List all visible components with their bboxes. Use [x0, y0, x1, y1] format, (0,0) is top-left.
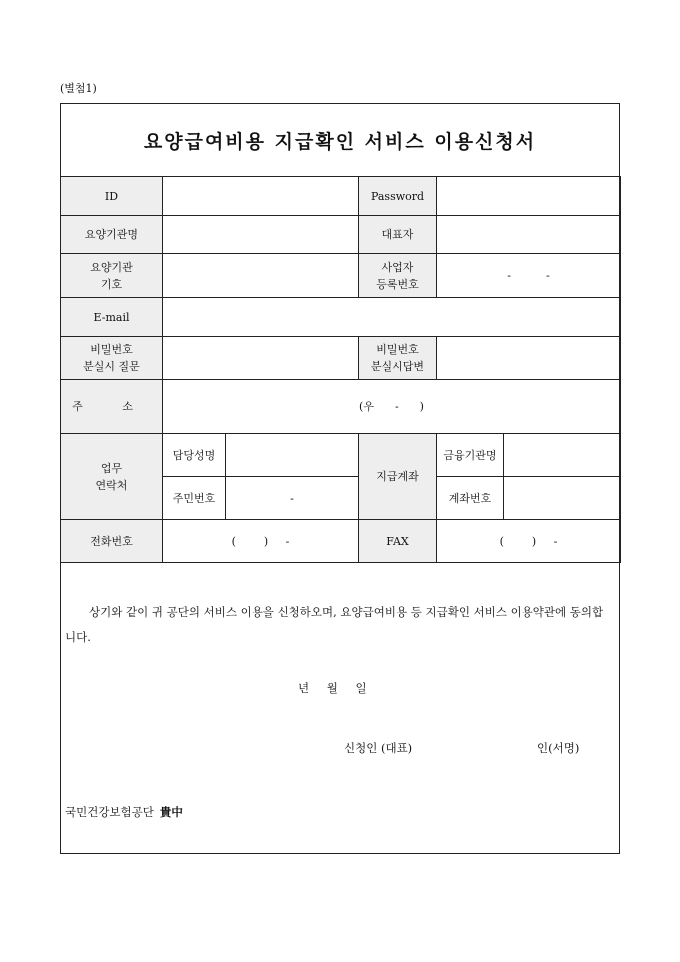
label-fax: FAX: [359, 520, 437, 563]
label-institution-name: 요양기관명: [61, 216, 163, 254]
password-field[interactable]: [437, 177, 621, 216]
label-address-text: 주 소: [72, 400, 151, 413]
label-business-number-line1: 사업자: [381, 260, 414, 274]
id-field[interactable]: [163, 177, 359, 216]
label-id: ID: [61, 177, 163, 216]
application-form: [60, 103, 620, 854]
addressee-suffix: 貴中: [159, 805, 183, 819]
label-contact-line1: 업무: [100, 461, 123, 475]
fax-field[interactable]: ( ) -: [437, 520, 621, 563]
resident-number-field[interactable]: -: [226, 477, 359, 520]
label-payment-account: 지급계좌: [359, 434, 437, 520]
manager-name-field[interactable]: [226, 434, 359, 477]
institution-code-field[interactable]: [163, 254, 359, 298]
label-pw-answer: [359, 337, 437, 380]
seal-signature-label: 인(서명): [537, 741, 580, 755]
label-email: E-mail: [61, 298, 163, 337]
account-number-field[interactable]: [504, 477, 621, 520]
label-pw-question-line1: 비밀번호: [90, 343, 133, 356]
label-institution-code-line2: 기호: [100, 277, 123, 291]
label-manager-name: 담당성명: [163, 434, 226, 477]
label-address: [61, 380, 163, 434]
date-line: 년 월 일: [298, 681, 367, 695]
attachment-label: (별첨1): [60, 82, 97, 95]
agreement-text: 상기와 같이 귀 공단의 서비스 이용을 신청하오며, 요양급여비용 등 지급확인 서비스 이용약관에 동의합니다.: [65, 605, 604, 644]
label-bank-name: 금융기관명: [437, 434, 504, 477]
label-password: Password: [359, 177, 437, 216]
email-field[interactable]: [163, 298, 621, 337]
label-resident-number: 주민번호: [163, 477, 226, 520]
label-contact: [61, 434, 163, 520]
form-table: [60, 176, 621, 563]
address-field[interactable]: (우 - ): [163, 380, 621, 434]
phone-field[interactable]: ( ) -: [163, 520, 359, 563]
bank-name-field[interactable]: [504, 434, 621, 477]
business-number-field[interactable]: - -: [437, 254, 621, 298]
addressee-name: 국민건강보험공단: [65, 805, 154, 819]
applicant-label: 신청인 (대표): [344, 741, 413, 755]
label-representative: 대표자: [359, 216, 437, 254]
institution-name-field[interactable]: [163, 216, 359, 254]
label-pw-question: [61, 337, 163, 380]
representative-field[interactable]: [437, 216, 621, 254]
pw-answer-field[interactable]: [437, 337, 621, 380]
label-institution-code-line1: 요양기관: [90, 260, 133, 274]
label-contact-line2: 연락처: [95, 478, 128, 492]
form-title: 요양급여비용 지급확인 서비스 이용신청서: [143, 131, 537, 153]
label-pw-answer-line2: 분실시답변: [370, 360, 425, 373]
label-pw-question-line2: 분실시 질문: [83, 360, 140, 373]
label-institution-code: [61, 254, 163, 298]
label-pw-answer-line1: 비밀번호: [376, 343, 419, 356]
label-business-number-line2: 등록번호: [376, 277, 419, 291]
label-account-number: 계좌번호: [437, 477, 504, 520]
label-phone: 전화번호: [61, 520, 163, 563]
addressee: [65, 804, 183, 820]
pw-question-field[interactable]: [163, 337, 359, 380]
label-business-number: [359, 254, 437, 298]
